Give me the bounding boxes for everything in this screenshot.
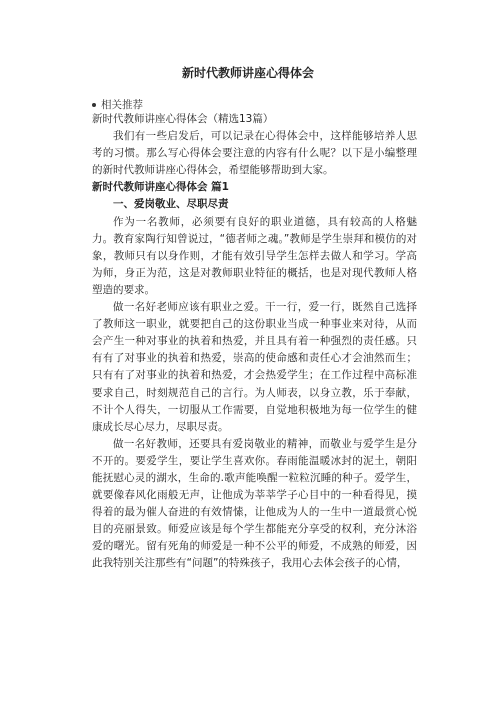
body-paragraph: 做一名好教师，还要具有爱岗敬业的精神，而敬业与爱学生是分不开的。要爱学生，要让学生喜欢你。春雨能温暖冰封的泥土，朝阳能抚慰心灵的湖水，生命的.歌声能唤醒一粒粒沉睡的种子。爱学生，就要像春风化雨般无声，让他成为莘莘学子心目中的一种看得见，摸得着的最为催人奋进的有效情愫，让他成为人的一生中一道最赏心悦目的亮丽景致。师爱应该是每个学生都能充分享受的权利，充分沐浴爱的曙光。留有死角的师爱是一种不公平的师爱，不成熟的师爱，因此我特别关注那些有“问题”的特殊孩子，我用心去体会孩子的心情， — [92, 437, 417, 570]
bullet-icon — [92, 103, 96, 107]
body-paragraph: 作为一名教师，必须要有良好的职业道德，具有较高的人格魅力。教育家陶行知曾说过，“德者师之魂。”教师是学生崇拜和模仿的对象，教师只有以身作则，才能有效引导学生怎样去做人和学习。学高为师，身正为范，这是对教师职业特征的概括，也是对现代教师人格塑造的要求。 — [92, 215, 417, 296]
intro-paragraph: 我们有一些启发后，可以记录在心得体会中，这样能够培养人思考的习惯。那么写心得体会要注意的内容有什么呢？以下是小编整理的新时代教师讲座心得体会，希望能够帮助到大家。 — [92, 130, 417, 177]
related-label: 相关推荐 — [101, 99, 143, 111]
related-link[interactable] — [92, 97, 143, 112]
document-body — [92, 111, 417, 573]
subheading: 新时代教师讲座心得体会（精选13篇） — [92, 113, 274, 125]
document-title: 新时代教师讲座心得体会 — [181, 66, 314, 80]
article-heading: 新时代教师讲座心得体会 篇1 — [92, 181, 229, 194]
section-heading: 一、爱岗敬业、尽职尽责 — [113, 198, 229, 211]
body-paragraph: 做一名好老师应该有职业之爱。干一行，爱一行，既然自己选择了教师这一职业，就要把自己的这份职业当成一种事业来对待，从而会产生一种对事业的执着和热爱，并且具有着一种强烈的责任感。只有有了对事业的执着和热爱，崇高的使命感和责任心才会油然而生；只有有了对事业的执着和热爱，才会热爱学生；在工作过程中高标准要求自己，时刻规范自己的言行。为人师表，以身立教，乐于奉献，不计个人得失，一切服从工作需要，自觉地积极地为每一位学生的健康成长尽心尽力，尽职尽责。 — [92, 301, 417, 433]
